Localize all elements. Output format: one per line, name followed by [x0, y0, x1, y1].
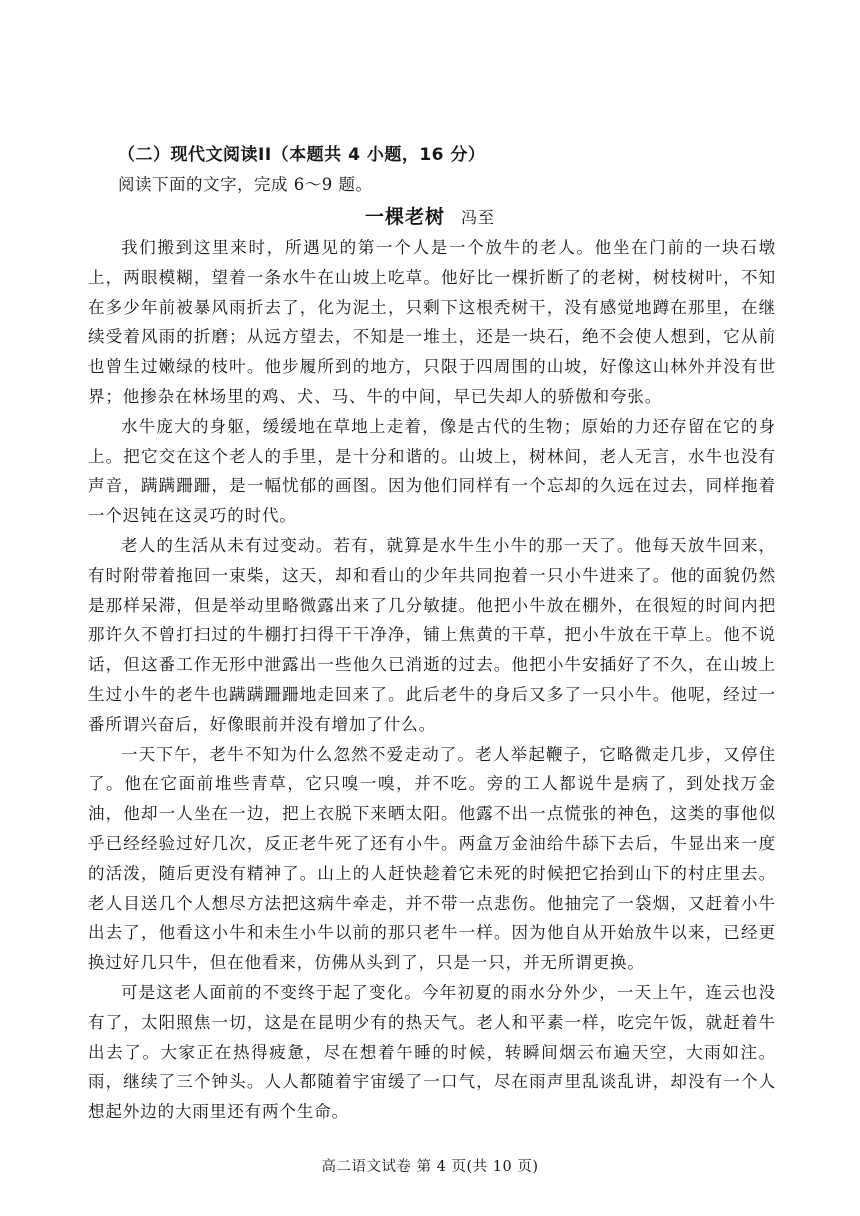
article-paragraph: 水牛庞大的身躯，缓缓地在草地上走着，像是古代的生物；原始的力还存留在它的身上。把它交在这个老人的手里，是十分和谐的。山坡上，树林间，老人无言，水牛也没有声音，蹒蹒跚跚，是一幅忧郁的画图。因为他们同样有一个忘却的久远在过去，同样拖着一个迟钝在这灵巧的时代。 — [88, 416, 776, 526]
reading-instruction: 阅读下面的文字，完成 6～9 题。 — [118, 175, 373, 194]
article-paragraph: 老人的生活从未有过变动。若有，就算是水牛生小牛的那一天了。他每天放牛回来，有时附带着拖回一束柴，这天，却和看山的少年共同抱着一只小牛进来了。他的面貌仍然是那样呆滞，但是举动里略微露出来了几分敏捷。他把小牛放在棚外，在很短的时间内把那许久不曾打扫过的牛棚打扫得干干净净，铺上焦黄的干草，把小牛放在干草上。他不说话，但这番工作无形中泄露出一些他久已消逝的过去。他把小牛安插好了不久，在山坡上生过小牛的老牛也蹒蹒跚跚地走回来了。此后老牛的身后又多了一只小牛。他呢，经过一番所谓兴奋后，好像眼前并没有增加了什么。 — [88, 535, 776, 734]
article-heading — [0, 202, 860, 229]
article-author: 冯至 — [461, 208, 496, 227]
section-title: （二）现代文阅读II（本题共 4 小题，16 分） — [118, 145, 486, 165]
article-paragraph: 可是这老人面前的不变终于起了变化。今年初夏的雨水分外少，一天上午，连云也没有了，太阳照焦一切，这是在昆明少有的热天气。老人和平素一样，吃完午饭，就赶着牛出去了。大家正在热得疲惫，尽在想着午睡的时候，转瞬间烟云布遍天空，大雨如注。雨，继续了三个钟头。人人都随着宇宙缓了一口气，尽在雨声里乱谈乱讲，却没有一个人想起外边的大雨里还有两个生命。 — [88, 982, 776, 1122]
article-title: 一棵老树 — [364, 206, 445, 228]
page-footer: 高二语文试卷 第 4 页(共 10 页) — [321, 1159, 539, 1175]
article-paragraph: 我们搬到这里来时，所遇见的第一个人是一个放牛的老人。他坐在门前的一块石墩上，两眼模糊，望着一条水牛在山坡上吃草。他好比一棵折断了的老树，树枝树叶，不知在多少年前被暴风雨折去了，化为泥土，只剩下这根秃树干，没有感觉地蹲在那里，在继续受着风雨的折磨；从远方望去，不知是一堆土，还是一块石，绝不会使人想到，它从前也曾生过嫩绿的枝叶。他步履所到的地方，只限于四周围的山坡，好像这山林外并没有世界；他掺杂在林场里的鸡、犬、马、牛的中间，早已失却人的骄傲和夸张。 — [88, 238, 776, 406]
article-body — [88, 233, 776, 1127]
article-paragraph: 一天下午，老牛不知为什么忽然不爱走动了。老人举起鞭子，它略微走几步，又停住了。他在它面前堆些青草，它只嗅一嗅，并不吃。旁的工人都说牛是病了，到处找万金油，他却一人坐在一边，把上衣脱下来晒太阳。他露不出一点慌张的神色，这类的事他似乎已经经验过好几次，反正老牛死了还有小牛。两盒万金油给牛舔下去后，牛显出来一度的活泼，随后更没有精神了。山上的人赶快趁着它未死的时候把它抬到山下的村庄里去。老人目送几个人想尽方法把这病牛牵走，并不带一点悲伤。他抽完了一袋烟，又赶着小牛出去了，他看这小牛和未生小牛以前的那只老牛一样。因为他自从开始放牛以来，已经更换过好几只牛，但在他看来，仿佛从头到了，只是一只，并无所谓更换。 — [88, 744, 776, 973]
